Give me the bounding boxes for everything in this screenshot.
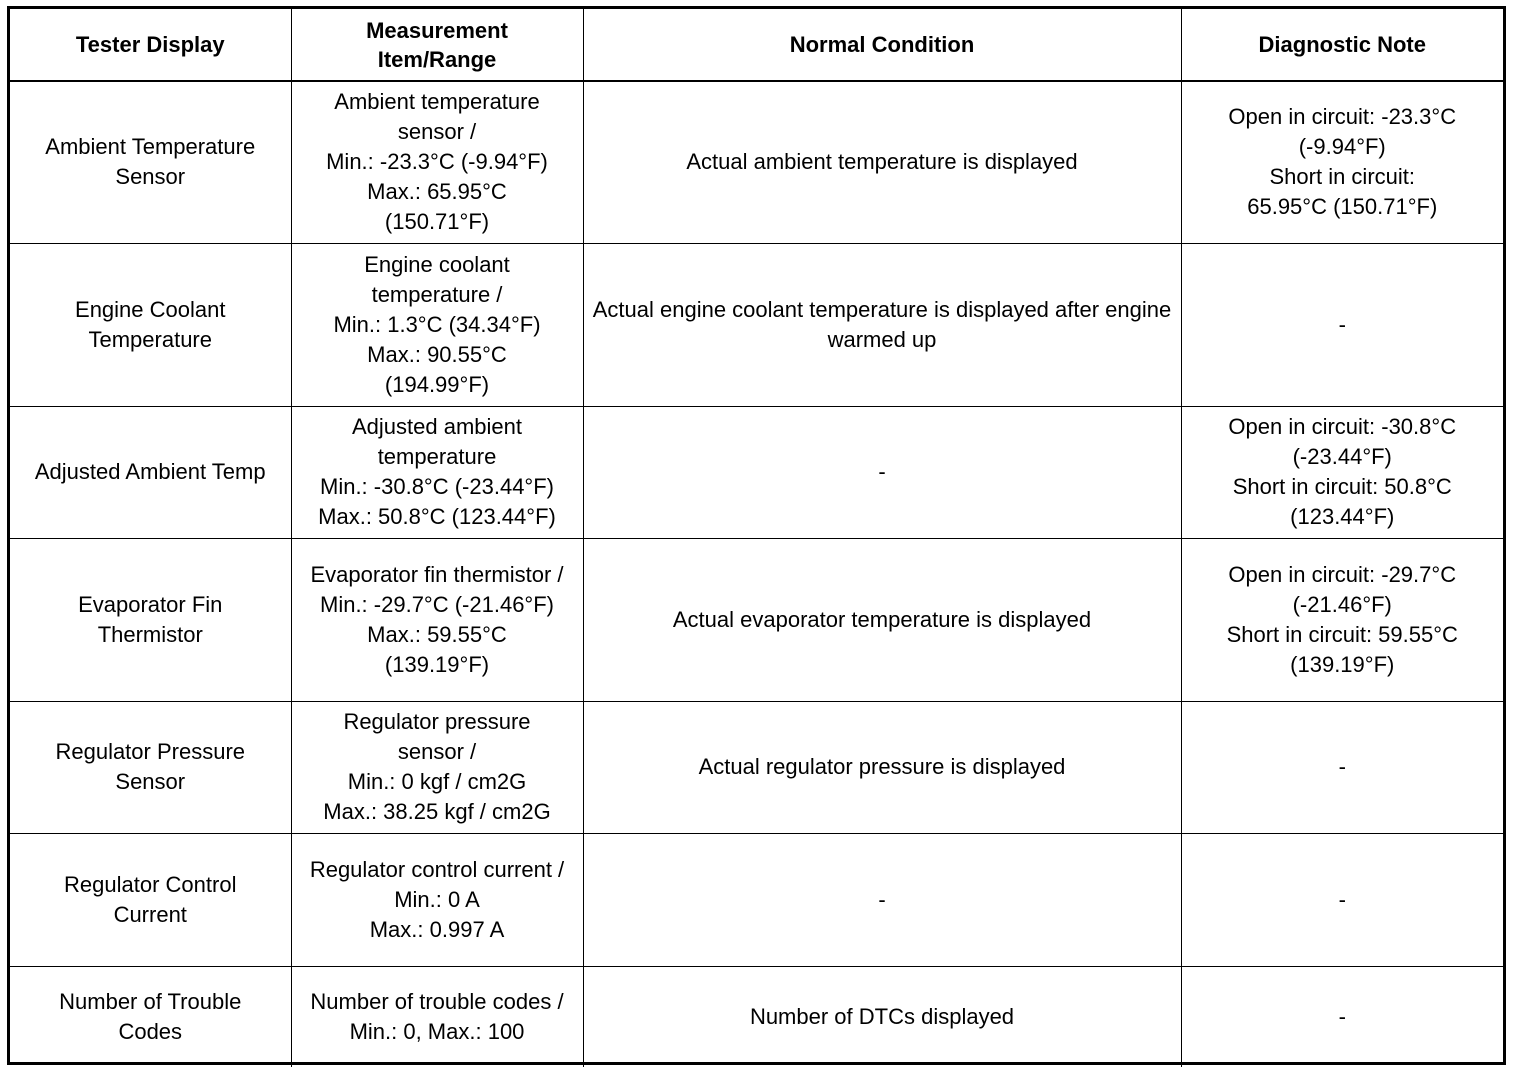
measurement-line: Adjusted ambient temperature <box>352 414 522 469</box>
measurement-line: Min.: 0, Max.: 100 <box>349 1018 525 1044</box>
cell-tester-display: Evaporator Fin Thermistor <box>10 538 291 701</box>
cell-tester-display: Regulator Pressure Sensor <box>10 701 291 833</box>
measurement-line: Max.: 59.55°C (139.19°F) <box>367 621 507 677</box>
cell-tester-display: Number of Trouble Codes <box>10 966 291 1067</box>
diagnostic-line: Short in circuit: 59.55°C (139.19°F) <box>1226 621 1458 677</box>
cell-normal-condition: - <box>583 406 1181 538</box>
measurement-line: Max.: 50.8°C (123.44°F) <box>318 504 556 529</box>
column-header-tester-display: Tester Display <box>10 9 291 81</box>
cell-diagnostic-note <box>1181 538 1503 701</box>
cell-normal-condition: Actual regulator pressure is displayed <box>583 701 1181 833</box>
cell-tester-display: Regulator Control Current <box>10 833 291 966</box>
diagnostic-line: Short in circuit: 65.95°C (150.71°F) <box>1247 164 1438 220</box>
cell-measurement <box>291 406 583 538</box>
measurement-line: Max.: 65.95°C (150.71°F) <box>367 179 507 235</box>
cell-diagnostic-note <box>1181 701 1503 833</box>
table-row <box>10 966 1503 1067</box>
data-list-table <box>10 9 1503 1067</box>
diagnostic-line: - <box>1338 1003 1346 1029</box>
cell-diagnostic-note <box>1181 966 1503 1067</box>
measurement-line: Ambient temperature sensor / <box>334 89 540 145</box>
diagnostic-line: - <box>1338 754 1346 779</box>
measurement-line: Regulator control current / <box>309 856 565 882</box>
measurement-line: Min.: -29.7°C (-21.46°F) <box>320 591 554 617</box>
measurement-line: Min.: 0 A <box>394 886 480 912</box>
cell-normal-condition: Actual engine coolant temperature is displayed after engine warmed up <box>583 243 1181 406</box>
column-header-measurement: Measurement Item/Range <box>291 9 583 81</box>
cell-measurement <box>291 966 583 1067</box>
column-header-normal-condition: Normal Condition <box>583 9 1181 81</box>
cell-tester-display: Ambient Temperature Sensor <box>10 81 291 243</box>
diagnostic-line: Short in circuit: 50.8°C (123.44°F) <box>1232 474 1452 529</box>
measurement-line: Min.: -30.8°C (-23.44°F) <box>320 474 554 499</box>
cell-diagnostic-note <box>1181 833 1503 966</box>
diagnostic-line: - <box>1338 886 1346 912</box>
cell-measurement <box>291 701 583 833</box>
cell-measurement <box>291 243 583 406</box>
cell-tester-display: Engine Coolant Temperature <box>10 243 291 406</box>
cell-normal-condition: Number of DTCs displayed <box>583 966 1181 1067</box>
table-row <box>10 243 1503 406</box>
table-row <box>10 833 1503 966</box>
cell-diagnostic-note <box>1181 81 1503 243</box>
cell-measurement <box>291 538 583 701</box>
column-header-diagnostic-note: Diagnostic Note <box>1181 9 1503 81</box>
diagnostic-line: Open in circuit: -30.8°C (-23.44°F) <box>1228 414 1457 469</box>
measurement-line: Number of trouble codes / <box>310 988 564 1014</box>
cell-normal-condition: Actual ambient temperature is displayed <box>583 81 1181 243</box>
measurement-line: Min.: -23.3°C (-9.94°F) <box>326 149 548 175</box>
cell-measurement <box>291 833 583 966</box>
diagnostic-line: Open in circuit: -29.7°C (-21.46°F) <box>1228 561 1457 617</box>
table-row <box>10 81 1503 243</box>
measurement-line: Max.: 38.25 kgf / cm2G <box>323 799 551 824</box>
table-row <box>10 538 1503 701</box>
diagnostic-line: - <box>1338 311 1346 337</box>
measurement-line: Max.: 90.55°C (194.99°F) <box>367 341 507 397</box>
diagnostic-line: Open in circuit: -23.3°C (-9.94°F) <box>1228 104 1457 160</box>
measurement-line: Regulator pressure sensor / <box>343 709 531 764</box>
table-row <box>10 406 1503 538</box>
measurement-line: Min.: 1.3°C (34.34°F) <box>333 311 541 337</box>
cell-normal-condition: Actual evaporator temperature is displayed <box>583 538 1181 701</box>
table-row <box>10 701 1503 833</box>
cell-tester-display: Adjusted Ambient Temp <box>10 406 291 538</box>
cell-diagnostic-note <box>1181 406 1503 538</box>
header-row <box>10 9 1503 81</box>
data-list-sheet <box>7 6 1506 1065</box>
cell-normal-condition: - <box>583 833 1181 966</box>
cell-diagnostic-note <box>1181 243 1503 406</box>
measurement-line: Max.: 0.997 A <box>369 916 505 942</box>
measurement-line: Engine coolant temperature / <box>364 251 510 307</box>
cell-measurement <box>291 81 583 243</box>
measurement-line: Evaporator fin thermistor / <box>310 561 564 587</box>
measurement-line: Min.: 0 kgf / cm2G <box>347 769 527 794</box>
